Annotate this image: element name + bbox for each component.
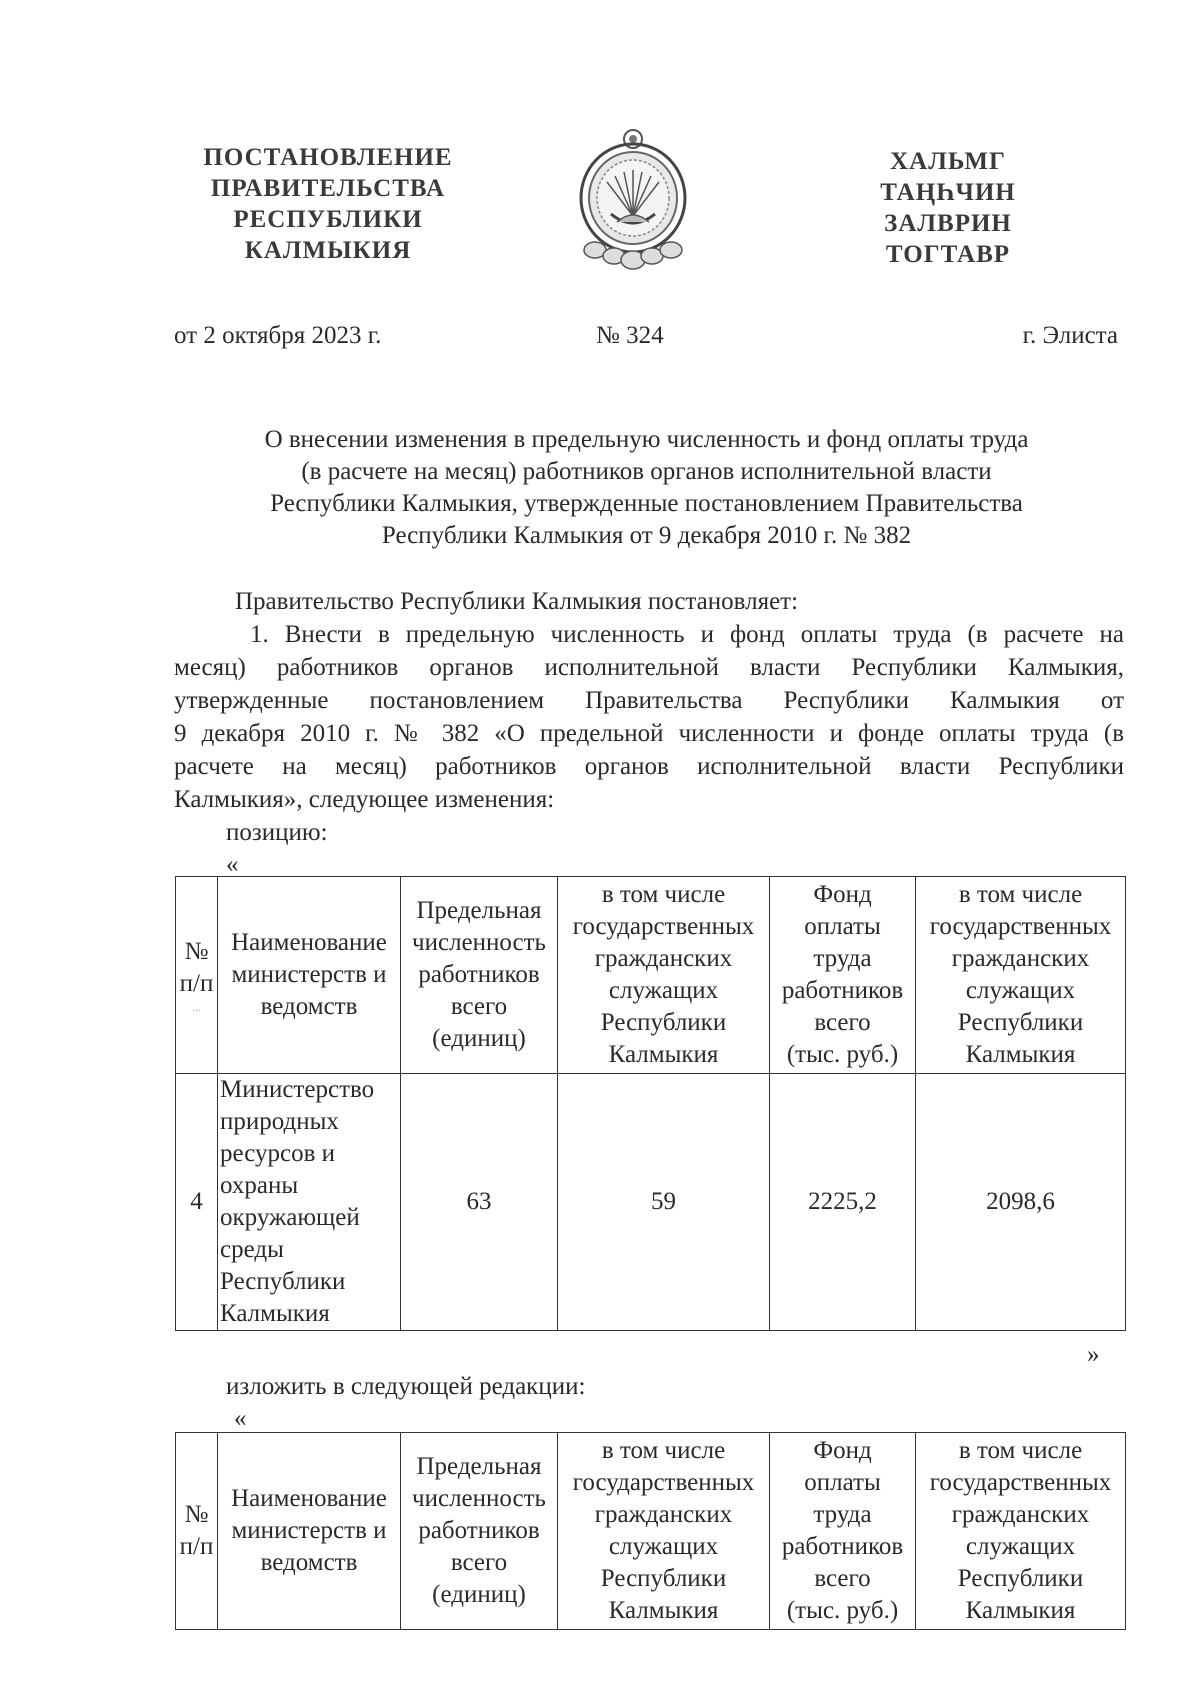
document-city: г. Элиста — [1022, 322, 1118, 349]
item-1-line: месяц) работников органов исполнительной власти Республики Калмыкия, — [174, 654, 1124, 681]
cell-ministry-name: Министерство природных ресурсов и охраны окружающей среды Республики Калмыкия — [218, 1074, 401, 1331]
header-name: Наименование министерств и ведомств — [218, 1433, 401, 1630]
title-line: Республики Калмыкия от 9 декабря 2010 г. № 382 — [381, 522, 912, 549]
cell-limit: 63 — [401, 1074, 558, 1331]
new-edition-label: изложить в следующей редакции: — [226, 1373, 586, 1400]
position-label: позицию: — [226, 819, 328, 846]
table-header-row — [176, 1433, 1126, 1630]
header-num: № п/п ... — [176, 877, 218, 1074]
item-1-line: 9 декабря 2010 г. № 382 «О предельной численности и фонде оплаты труда (в — [174, 720, 1124, 747]
header-right-line: ТАҢҺЧИН — [880, 179, 1016, 206]
header-fund: Фонд оплаты труда работников всего (тыс. руб.) — [770, 877, 916, 1074]
header-left-line: ПРАВИТЕЛЬСТВА — [210, 175, 446, 202]
item-1-line: 1. Внести в предельную численность и фонд оплаты труда (в расчете на — [250, 621, 1124, 648]
open-quote: « — [226, 851, 239, 878]
header-limit: Предельная численность работников всего (единиц) — [401, 877, 558, 1074]
header-civil-fund: в том числе государственных гражданских служащих Республики Калмыкия — [916, 1433, 1126, 1630]
title-line: Республики Калмыкия, утвержденные постановлением Правительства — [270, 490, 1023, 517]
document-date: от 2 октября 2023 г. — [174, 322, 382, 349]
cell-fund: 2225,2 — [770, 1074, 916, 1331]
cell-civil-servants: 59 — [558, 1074, 770, 1331]
title-line: О внесении изменения в предельную численность и фонд оплаты труда — [264, 426, 1029, 453]
item-1-line: утвержденные постановлением Правительства Республики Калмыкия от — [174, 687, 1124, 714]
cell-civil-fund: 2098,6 — [916, 1074, 1126, 1331]
header-right-line: ХАЛЬМГ — [890, 148, 1006, 175]
header-right-line: ТОГТАВР — [885, 241, 1011, 268]
header-left-line: ПОСТАНОВЛЕНИЕ — [203, 144, 453, 171]
position-table-old — [175, 876, 1126, 1331]
item-1-paragraph — [174, 618, 1124, 816]
coat-of-arms-emblem — [577, 128, 689, 274]
item-1-line: расчете на месяц) работников органов исполнительной власти Республики — [174, 753, 1124, 780]
header-num-mark: ... — [192, 1000, 201, 1014]
header-civil-fund: в том числе государственных гражданских служащих Республики Калмыкия — [916, 877, 1126, 1074]
item-1-line: Калмыкия», следующее изменения: — [174, 786, 555, 813]
header-civil-servants: в том числе государственных гражданских служащих Республики Калмыкия — [558, 1433, 770, 1630]
header-left-line: РЕСПУБЛИКИ — [233, 206, 423, 233]
header-limit: Предельная численность работников всего (единиц) — [401, 1433, 558, 1630]
document-title — [174, 424, 1119, 552]
header-name: Наименование министерств и ведомств — [218, 877, 401, 1074]
table-row — [176, 1074, 1126, 1331]
document-number: № 324 — [596, 322, 664, 349]
header-civil-servants: в том числе государственных гражданских служащих Республики Калмыкия — [558, 877, 770, 1074]
header-left-title — [168, 142, 488, 266]
header-fund: Фонд оплаты труда работников всего (тыс. руб.) — [770, 1433, 916, 1630]
header-right-line: ЗАЛВРИН — [884, 210, 1012, 237]
title-line: (в расчете на месяц) работников органов исполнительной власти — [301, 458, 992, 485]
header-left-line: КАЛМЫКИЯ — [244, 237, 412, 264]
open-quote-2: « — [234, 1405, 247, 1432]
position-table-new — [175, 1432, 1126, 1630]
table-header-row — [176, 877, 1126, 1074]
close-quote: » — [1087, 1341, 1100, 1368]
header-num: № п/п — [176, 1433, 218, 1630]
cell-num: 4 — [176, 1074, 218, 1331]
header-right-title — [858, 146, 1038, 270]
intro-paragraph: Правительство Республики Калмыкия постановляет: — [235, 588, 799, 615]
